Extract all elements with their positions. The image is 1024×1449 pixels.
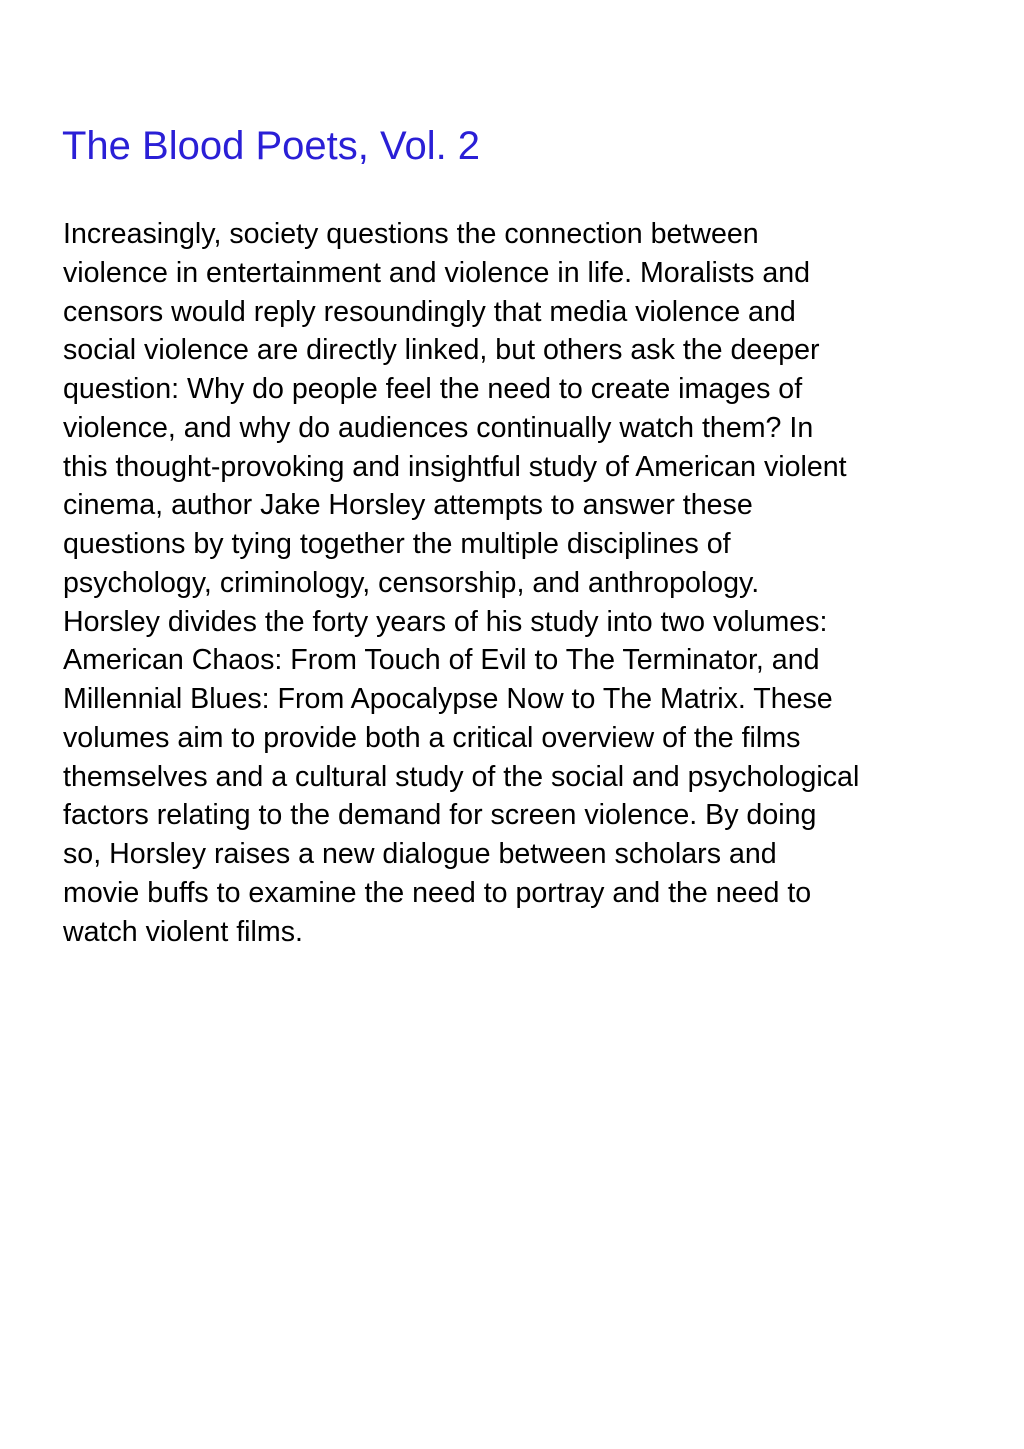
paragraph-line: censors would reply resoundingly that media violence and (63, 295, 796, 328)
paragraph-line: this thought-provoking and insightful study of American violent (63, 450, 847, 483)
paragraph-line: Millennial Blues: From Apocalypse Now to The Matrix. These (63, 683, 833, 715)
paragraph-line: violence in entertainment and violence in life. Moralists and (63, 256, 811, 289)
paragraph-line: movie buffs to examine the need to portray and the need to (63, 876, 812, 909)
paragraph-line: social violence are directly linked, but others ask the deeper (63, 334, 820, 367)
paragraph-line: Increasingly, society questions the connection between (63, 218, 759, 250)
paragraph-line: questions by tying together the multiple disciplines of (63, 528, 731, 560)
paragraph-line: violence, and why do audiences continually watch them? In (63, 411, 814, 444)
paragraph-line: American Chaos: From Touch of Evil to The Terminator, and (63, 644, 820, 677)
paragraph-line: psychology, criminology, censorship, and anthropology. (63, 566, 760, 599)
paragraph-line: watch violent films. (63, 915, 303, 948)
paragraph-line: so, Horsley raises a new dialogue between scholars and (63, 838, 777, 870)
description-paragraph (63, 215, 859, 951)
paragraph-line: volumes aim to provide both a critical overview of the films (63, 721, 801, 754)
page-title: The Blood Poets, Vol. 2 (62, 124, 481, 168)
paragraph-line: themselves and a cultural study of the social and psychological (63, 760, 860, 793)
paragraph-line: factors relating to the demand for screen violence. By doing (63, 799, 817, 832)
paragraph-line: cinema, author Jake Horsley attempts to answer these (63, 489, 753, 522)
paragraph-line: Horsley divides the forty years of his study into two volumes: (63, 605, 828, 638)
paragraph-line: question: Why do people feel the need to create images of (63, 373, 803, 405)
